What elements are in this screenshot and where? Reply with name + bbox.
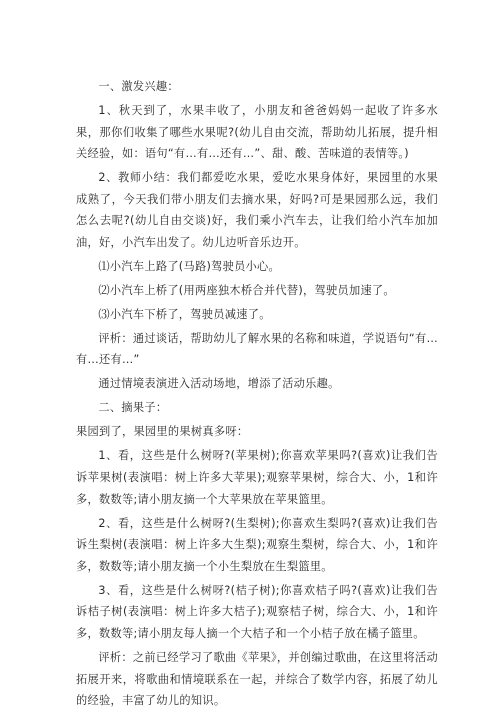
paragraph: 2、教师小结：我们都爱吃水果，爱吃水果身体好，果园里的水果成熟了，今天我们带小朋友们去摘水果，好吗?可是果园那么远，我们怎么去呢?(幼儿自由交谈)好，我们乘小汽车去，让我们给小汽车加加油，好，小汽车出发了。幼儿边听音乐边开。: [76, 171, 438, 249]
paragraph: 果园到了，果园里的果树真多呀：: [76, 425, 249, 439]
paragraph: 通过情境表演进入活动场地，增添了活动乐趣。: [98, 377, 340, 391]
section-heading-1: 一、激发兴趣：: [98, 80, 179, 93]
paragraph: 1、看，这些是什么树呀?(苹果树);你喜欢苹果吗?(喜欢)让我们告诉苹果树(表演唱：树上许多大苹果);观察苹果树，综合大、小，1和许多，数数等;请小朋友摘一个大苹果放在苹果篮里。: [76, 449, 438, 506]
list-item: ⑴小汽车上路了(马路)驾驶员小心。: [98, 259, 281, 273]
document-body: [76, 76, 438, 714]
list-item: ⑵小汽车上桥了(用两座独木桥合并代替)，驾驶员加速了。: [98, 283, 395, 297]
paragraph: 3、看，这些是什么树呀?(桔子树);你喜欢桔子吗?(喜欢)让我们告诉桔子树(表演唱：树上许多大桔子);观察桔子树，综合大、小，1和许多，数数等;请小朋友每人摘一个大桔子和一个小桔子放在橘子篮里。: [76, 583, 438, 640]
paragraph: 1、秋天到了，水果丰收了，小朋友和爸爸妈妈一起收了许多水果，那你们收集了哪些水果呢?(幼儿自由交流，帮助幼儿拓展，提升相关经验，如：语句“有…有…还有…”、甜、酸、苦味道的表情等。): [76, 103, 438, 161]
commentary-paragraph: 评析：之前已经学习了歌曲《苹果》，并创编过歌曲，在这里将活动拓展开来，将歌曲和情境联系在一起，并综合了数学内容，拓展了幼儿的经验，丰富了幼儿的知识。: [76, 650, 438, 708]
commentary-paragraph: 评析：通过谈话，帮助幼儿了解水果的名称和味道，学说语句“有…有…还有…”: [76, 331, 438, 367]
list-item: ⑶小汽车下桥了，驾驶员减速了。: [98, 307, 271, 321]
paragraph: 2、看，这些是什么树呀?(生梨树);你喜欢生梨吗?(喜欢)让我们告诉生梨树(表演唱：树上许多大生梨);观察生梨树，综合大、小，1和许多，数数等;请小朋友摘一个小生梨放在生梨篮里。: [76, 516, 438, 573]
section-heading-2: 二、摘果子：: [98, 401, 168, 415]
